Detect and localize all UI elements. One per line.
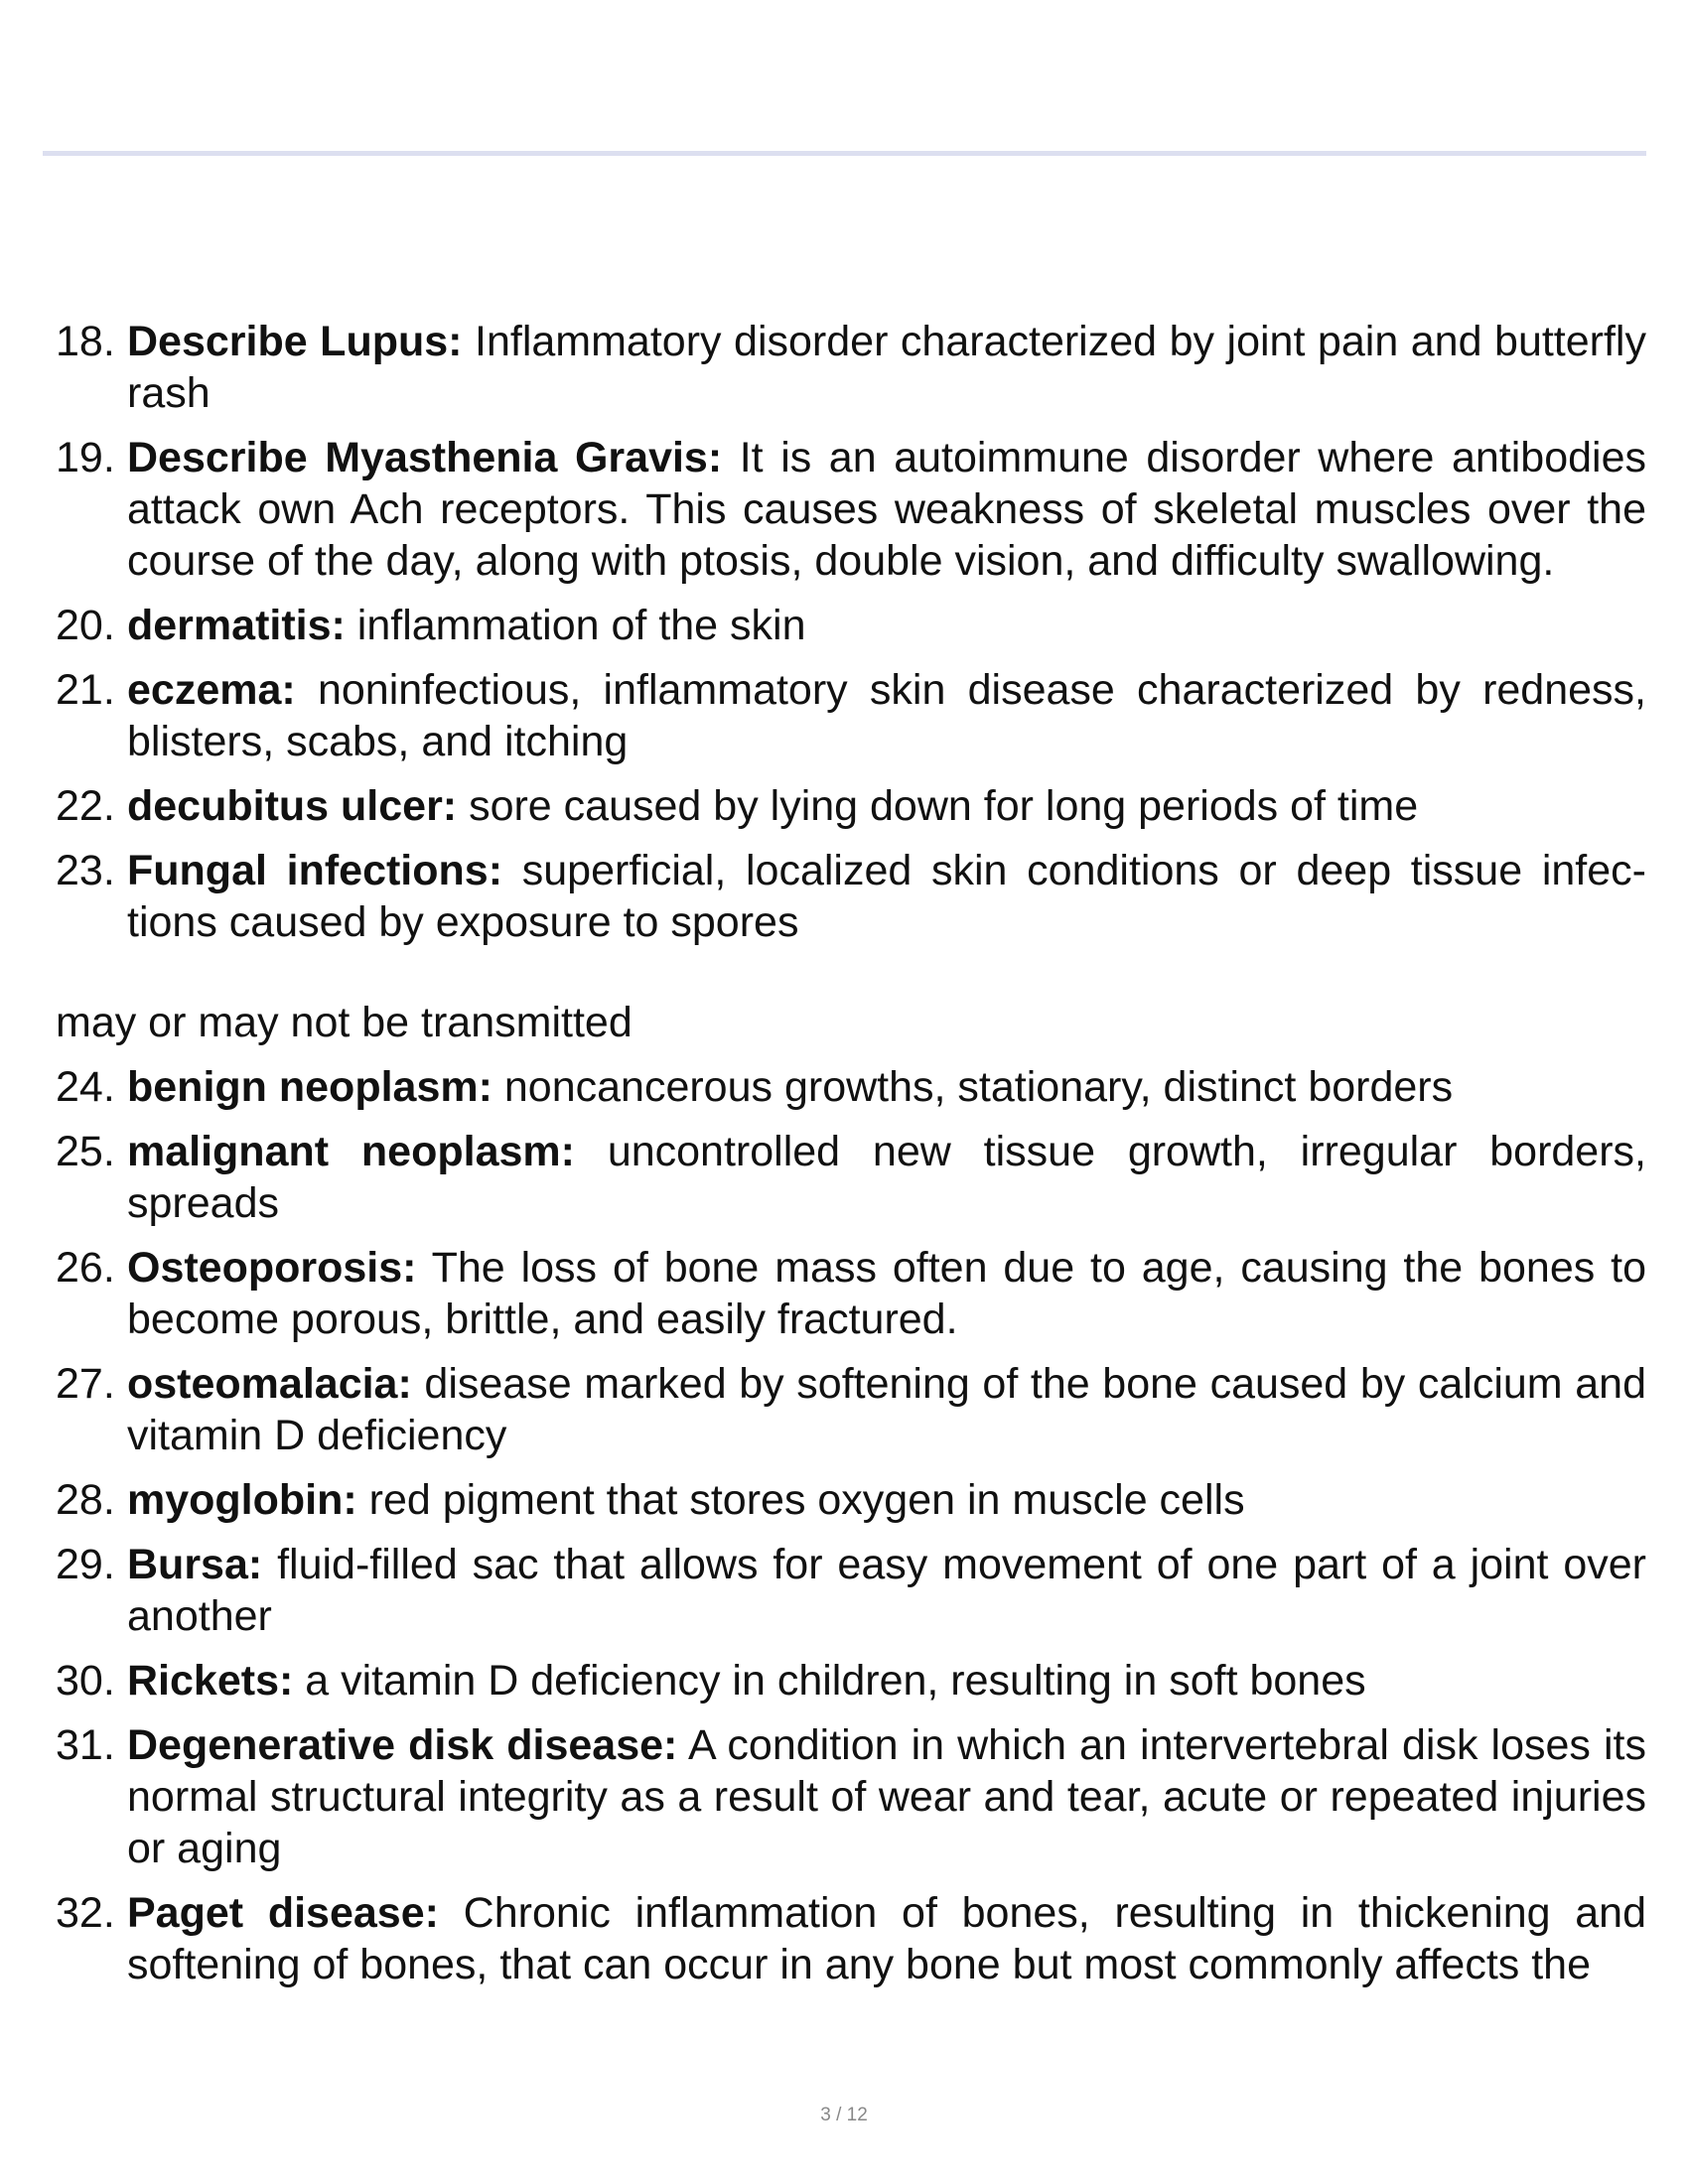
item-definition: A condition in which an intervertebral disk loses its normal structural integrity as a result of wear and tear, acute or repeated injuries or aging bbox=[127, 1721, 1646, 1872]
item-term: Describe Lupus: bbox=[127, 318, 463, 365]
definition-list bbox=[56, 316, 1646, 948]
item-number: 26. bbox=[56, 1244, 115, 1292]
item-term: dermatitis: bbox=[127, 602, 346, 649]
item-definition: disease marked by softening of the bone caused by calcium and vitamin D deficiency bbox=[127, 1360, 1646, 1459]
item-definition: Chronic inflammation of bones, resulting in thickening and softening of bones, that can occur in any bone but most commonly affects the bbox=[127, 1889, 1647, 1988]
item-definition: superficial, localized skin conditions or deep tissue infec-tions caused by exposure to spores bbox=[127, 847, 1646, 946]
item-definition: a vitamin D deficiency in children, resulting in soft bones bbox=[305, 1657, 1366, 1705]
list-item bbox=[56, 664, 1646, 767]
item-definition: red pigment that stores oxygen in muscle cells bbox=[368, 1476, 1245, 1524]
item-definition: sore caused by lying down for long periods of time bbox=[469, 782, 1419, 830]
item-number: 29. bbox=[56, 1541, 115, 1588]
list-item bbox=[56, 1126, 1646, 1229]
note-text: may or may not be transmitted bbox=[56, 999, 633, 1046]
list-item bbox=[56, 1655, 1646, 1706]
list-item bbox=[56, 1358, 1646, 1461]
item-number: 20. bbox=[56, 602, 115, 649]
item-definition: uncontrolled new tissue growth, irregular borders, spreads bbox=[127, 1128, 1646, 1227]
item-term: myoglobin: bbox=[127, 1476, 357, 1524]
item-definition: fluid-filled sac that allows for easy movement of one part of a joint over another bbox=[127, 1541, 1646, 1640]
list-item bbox=[56, 432, 1646, 587]
item-number: 24. bbox=[56, 1063, 115, 1111]
item-term: decubitus ulcer: bbox=[127, 782, 458, 830]
item-number: 23. bbox=[56, 847, 115, 894]
definition-list bbox=[56, 1061, 1646, 1990]
item-number: 19. bbox=[56, 434, 115, 481]
document-content bbox=[56, 316, 1646, 2003]
item-definition: noncancerous growths, stationary, distinct borders bbox=[503, 1063, 1454, 1111]
list-item bbox=[56, 1539, 1646, 1642]
item-term: benign neoplasm: bbox=[127, 1063, 492, 1111]
list-item bbox=[56, 1719, 1646, 1874]
item-number: 28. bbox=[56, 1476, 115, 1524]
item-term: Degenerative disk disease: bbox=[127, 1721, 678, 1769]
item-number: 18. bbox=[56, 318, 115, 365]
item-definition: Inflammatory disorder characterized by joint pain and butterfly rash bbox=[127, 318, 1646, 417]
item-term: Osteoporosis: bbox=[127, 1244, 417, 1292]
item-number: 30. bbox=[56, 1657, 115, 1705]
item-number: 32. bbox=[56, 1889, 115, 1937]
list-item bbox=[56, 1887, 1646, 1990]
item-number: 27. bbox=[56, 1360, 115, 1408]
item-number: 25. bbox=[56, 1128, 115, 1175]
item-number: 21. bbox=[56, 666, 115, 714]
list-item bbox=[56, 845, 1646, 948]
item-term: Describe Myasthenia Gravis: bbox=[127, 434, 723, 481]
item-definition: inflammation of the skin bbox=[356, 602, 806, 649]
item-term: eczema: bbox=[127, 666, 296, 714]
item-definition: The loss of bone mass often due to age, causing the bones to become porous, brittle, and easily fractured. bbox=[127, 1244, 1646, 1343]
list-item bbox=[56, 600, 1646, 651]
list-item bbox=[56, 316, 1646, 419]
list-item bbox=[56, 1242, 1646, 1345]
page-number: 3 / 12 bbox=[820, 2105, 868, 2125]
list-item bbox=[56, 780, 1646, 832]
item-number: 31. bbox=[56, 1721, 115, 1769]
item-term: Fungal infections: bbox=[127, 847, 503, 894]
item-number: 22. bbox=[56, 782, 115, 830]
list-item bbox=[56, 1061, 1646, 1113]
item-definition: noninfectious, inflammatory skin disease characterized by redness, blisters, scabs, and itching bbox=[127, 666, 1646, 765]
header-divider bbox=[43, 151, 1646, 156]
item-term: Bursa: bbox=[127, 1541, 263, 1588]
item-term: Rickets: bbox=[127, 1657, 294, 1705]
list-item bbox=[56, 1474, 1646, 1526]
item-term: Paget disease: bbox=[127, 1889, 439, 1937]
item-term: osteomalacia: bbox=[127, 1360, 412, 1408]
item-term: malignant neoplasm: bbox=[127, 1128, 575, 1175]
item-definition: It is an autoimmune disorder where antibodies attack own Ach receptors. This causes weakness of skeletal muscles over the course of the day, along with ptosis, double vision, and difficulty swallowing. bbox=[127, 434, 1647, 585]
